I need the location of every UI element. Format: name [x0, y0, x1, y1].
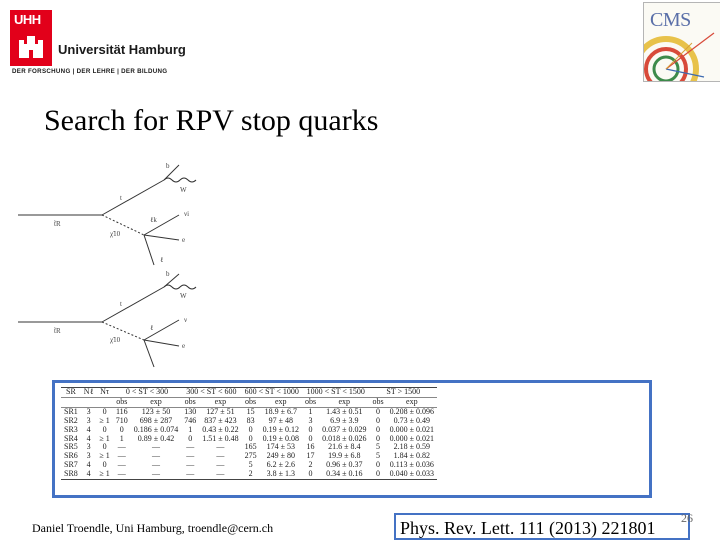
table-cell: SR1 — [64, 406, 78, 416]
diagram1-label-t: t — [120, 194, 122, 202]
col-header-st-bin-2: 300 < ST < 600 — [181, 388, 241, 398]
table-cell: 5 — [248, 460, 253, 470]
table-cell: 0.73 ± 0.49 — [393, 415, 430, 425]
table-cell: 1.51 ± 0.48 — [202, 433, 239, 443]
table-cell: 0.000 ± 0.021 — [389, 424, 434, 434]
table-cell: 0 — [308, 424, 313, 434]
table-cell: — — [151, 460, 160, 470]
diagram1-label-w: W — [180, 186, 187, 194]
table-cell: 2 — [242, 470, 260, 479]
feynman-diagram-2 — [14, 272, 214, 377]
table-cell: 16 — [306, 442, 315, 452]
table-cell: 0 — [376, 415, 381, 425]
diagram2-label-w: W — [180, 292, 187, 300]
table-cell: 0 — [102, 406, 107, 416]
diagram2-label-l: ℓ — [150, 324, 154, 332]
table-cell: 97 ± 48 — [268, 415, 293, 425]
cms-logo-text: CMS — [650, 9, 691, 31]
diagram1-initial: t̃R — [54, 220, 61, 228]
table-cell: 0 — [119, 424, 124, 434]
table-header-row — [61, 388, 437, 398]
table-cell: 0 — [188, 433, 193, 443]
sub-header: exp — [131, 397, 181, 407]
sub-header: obs — [242, 397, 260, 407]
table-cell: 0 — [369, 470, 386, 479]
table-cell: — — [117, 460, 126, 470]
sub-header: exp — [319, 397, 369, 407]
col-header-st-bin-1: 0 < ST < 300 — [113, 388, 181, 398]
table-cell: 4 — [86, 433, 91, 443]
table-cell: — — [117, 451, 126, 461]
table-cell: 0 — [376, 424, 381, 434]
table-cell: 275 — [244, 451, 257, 461]
table-cell: 0 — [302, 470, 319, 479]
table-cell: 0.037 ± 0.029 — [322, 424, 367, 434]
table-cell: 4 — [81, 470, 97, 479]
university-tagline: DER FORSCHUNG | DER LEHRE | DER BILDUNG — [12, 68, 168, 75]
table-cell: 19.9 ± 6.8 — [328, 451, 361, 461]
table-cell: 0 — [248, 433, 253, 443]
table-cell: 0.000 ± 0.021 — [389, 433, 434, 443]
table-cell: SR5 — [64, 442, 78, 452]
table-cell: — — [216, 460, 225, 470]
table-cell: 165 — [244, 442, 257, 452]
table-cell: 3 — [86, 442, 91, 452]
results-table-body — [61, 407, 437, 479]
university-logo — [10, 10, 186, 75]
table-cell: 4 — [86, 460, 91, 470]
table-cell: 746 — [184, 415, 197, 425]
sub-header: obs — [113, 397, 131, 407]
table-cell: 0 — [102, 460, 107, 470]
table-cell: ≥ 1 — [99, 415, 110, 425]
table-cell: — — [216, 442, 225, 452]
table-cell: 0.43 ± 0.22 — [202, 424, 239, 434]
table-cell: 5 — [376, 451, 381, 461]
table-cell: 3 — [308, 415, 313, 425]
diagram1-label-chi: χ̃10 — [110, 230, 121, 238]
citation-box — [394, 513, 690, 540]
table-cell: — — [186, 442, 195, 452]
col-header-st-bin-5: ST > 1500 — [369, 388, 437, 398]
table-cell: 0 — [102, 442, 107, 452]
table-cell: 0 — [376, 433, 381, 443]
sub-header: exp — [199, 397, 241, 407]
sub-header: obs — [181, 397, 199, 407]
diagram2-label-t: t — [120, 300, 122, 308]
table-cell: 0.96 ± 0.37 — [326, 460, 363, 470]
table-cell: — — [181, 470, 199, 479]
citation-reference: Phys. Rev. Lett. 111 (2013) 221801 — [400, 518, 656, 538]
table-cell: 130 — [184, 406, 197, 416]
table-cell: 3 — [86, 406, 91, 416]
table-cell: 116 — [115, 406, 128, 416]
table-cell: 2.18 ± 0.59 — [393, 442, 430, 452]
table-cell: — — [113, 470, 131, 479]
col-header-st-bin-3: 600 < ST < 1000 — [242, 388, 302, 398]
table-cell: 0.040 ± 0.033 — [387, 470, 437, 479]
table-cell: SR4 — [64, 433, 78, 443]
uhh-logo-text: UHH — [14, 12, 41, 27]
table-cell: 1.84 ± 0.82 — [393, 451, 430, 461]
table-cell: 1 — [188, 424, 193, 434]
table-cell: 2 — [308, 460, 313, 470]
table-cell: 0.186 ± 0.074 — [133, 424, 179, 434]
table-cell: 0.018 ± 0.026 — [322, 433, 367, 443]
col-header-nl: Nℓ — [81, 388, 97, 398]
table-cell: 15 — [246, 406, 255, 416]
table-cell: 0 — [248, 424, 253, 434]
table-cell: 3.8 ± 1.3 — [260, 470, 302, 479]
slide-title: Search for RPV stop quarks — [44, 104, 379, 137]
table-cell: 83 — [246, 415, 255, 425]
table-cell: 0.19 ± 0.08 — [262, 433, 299, 443]
table-cell: 6.2 ± 2.6 — [266, 460, 295, 470]
table-cell: 0.113 ± 0.036 — [389, 460, 434, 470]
feynman-diagram-1 — [14, 160, 214, 275]
table-cell: 0.208 ± 0.096 — [389, 406, 434, 416]
table-cell: ≥ 1 — [99, 451, 110, 461]
table-cell: — — [151, 442, 160, 452]
table-cell: SR3 — [64, 424, 78, 434]
table-cell: 0 — [376, 460, 381, 470]
table-cell: 17 — [306, 451, 315, 461]
table-cell: 6.9 ± 3.9 — [330, 415, 359, 425]
sub-header: obs — [302, 397, 319, 407]
table-cell: 0 — [102, 424, 107, 434]
diagram1-label-l: ℓ — [160, 256, 164, 264]
cms-logo — [643, 2, 720, 82]
diagram1-label-lk: ℓk — [150, 216, 157, 224]
diagram2-initial: t̃R — [54, 327, 61, 335]
table-cell: — — [186, 460, 195, 470]
results-table-highlight — [52, 380, 652, 498]
table-cell: 123 ± 50 — [141, 406, 171, 416]
results-table — [61, 387, 437, 480]
table-cell: 18.9 ± 6.7 — [264, 406, 297, 416]
table-cell: SR8 — [61, 470, 81, 479]
table-cell: 1 — [308, 406, 313, 416]
table-cell: 249 ± 80 — [266, 451, 295, 461]
table-cell: SR6 — [64, 451, 78, 461]
table-cell: 174 ± 53 — [266, 442, 295, 452]
table-cell: — — [117, 442, 126, 452]
table-cell: 0 — [308, 433, 313, 443]
table-cell: ≥ 1 — [99, 433, 110, 443]
table-cell: SR7 — [64, 460, 78, 470]
table-row — [61, 470, 437, 479]
col-header-st-bin-4: 1000 < ST < 1500 — [302, 388, 370, 398]
col-header-ntau: Nτ — [96, 388, 112, 398]
university-name: Universität Hamburg — [58, 42, 186, 57]
diagram1-label-b: b — [166, 162, 170, 170]
table-cell: 21.6 ± 8.4 — [328, 442, 361, 452]
table-cell: — — [131, 470, 181, 479]
table-cell: SR2 — [64, 415, 78, 425]
table-cell: 4 — [86, 424, 91, 434]
table-subheader-row — [61, 397, 437, 407]
table-cell: — — [151, 451, 160, 461]
table-cell: 3 — [86, 451, 91, 461]
sub-header: exp — [387, 397, 437, 407]
table-cell: 0.89 ± 0.42 — [137, 433, 175, 443]
table-cell: 3 — [86, 415, 91, 425]
table-cell: 0.19 ± 0.12 — [262, 424, 299, 434]
table-cell: 837 ± 423 — [204, 415, 237, 425]
table-cell: 127 ± 51 — [206, 406, 235, 416]
castle-icon — [16, 32, 46, 60]
diagram2-label-chi: χ̃10 — [110, 336, 121, 344]
table-cell: 0.34 ± 0.16 — [319, 470, 369, 479]
table-cell: — — [216, 451, 225, 461]
diagram2-label-e: e — [182, 342, 186, 350]
sub-header: obs — [369, 397, 386, 407]
page-number: 26 — [681, 511, 693, 525]
table-cell: ≥ 1 — [96, 470, 112, 479]
uhh-emblem — [10, 10, 52, 66]
footer-author: Daniel Troendle, Uni Hamburg, troendle@cern.ch — [32, 521, 274, 535]
diagram2-label-nu: ν — [184, 316, 188, 324]
table-cell: — — [199, 470, 241, 479]
table-cell: 0 — [376, 406, 381, 416]
table-cell: 1.43 ± 0.51 — [326, 406, 363, 416]
table-cell: 710 — [115, 415, 128, 425]
diagram2-label-b: b — [166, 270, 170, 278]
col-header-sr: SR — [61, 388, 81, 398]
table-cell: 1 — [119, 433, 124, 443]
table-cell: 5 — [376, 442, 381, 452]
sub-header: exp — [260, 397, 302, 407]
table-cell: — — [186, 451, 195, 461]
table-cell: 698 ± 287 — [139, 415, 173, 425]
diagram1-label-e: e — [182, 236, 186, 244]
diagram1-label-nu: νi — [184, 210, 190, 218]
